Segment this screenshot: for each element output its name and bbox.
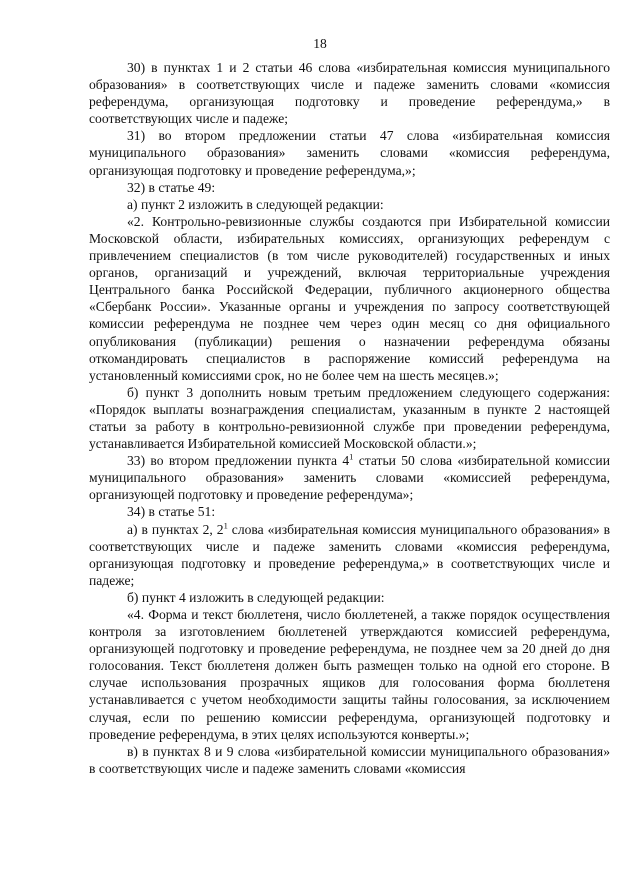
paragraph-item-31: 31) во втором предложении статьи 47 слова «избирательная комиссия муниципального образования» заменить словами «комиссия референдума, организующая подготовку и проведение референдума,»;	[89, 128, 610, 178]
paragraph-subitem-34v: в) в пунктах 8 и 9 слова «избирательной комиссии муниципального образования» в соответствующих числе и падеже заменить словами «комиссия	[89, 743, 610, 776]
page-number: 18	[313, 36, 327, 51]
paragraph-item-30: 30) в пунктах 1 и 2 статьи 46 слова «избирательная комиссия муниципального образования» в соответствующих числе и падеже заменить словами «комиссия референдума, организующая подготовку и проведение референдума,» в соответствующих числе и падеже;	[89, 60, 610, 127]
paragraph-subitem-34b: б) пункт 4 изложить в следующей редакции:	[127, 589, 385, 605]
paragraph-item-34: 34) в статье 51:	[127, 504, 216, 520]
paragraph-subitem-32a: а) пункт 2 изложить в следующей редакции:	[127, 196, 384, 212]
paragraph-text-part: слова «избирательная комиссия муниципального образования» в соответствующих числе и падеже заменить словами «комиссия референдума, организующая подготовку и проведение референдума,» в соответствующих числе и падеже;	[89, 521, 610, 588]
quoted-clause-4: «4. Форма и текст бюллетеня, число бюллетеней, а также порядок осуществления контроля за изготовлением бюллетеней утверждаются комиссией референдума, организующей подготовку и проведение референдума, не позднее чем за 20 дней до дня голосования. Текст бюллетеня должен быть размещен только на одной его стороне. В случае использования прозрачных ящиков для голосования форма бюллетеня устанавливается с учетом необходимости защиты тайны голосования, за исключением случая, если по решению комиссии референдума, организующей подготовку и проведение референдума, в этих целях используются конверты.»;	[89, 607, 610, 742]
paragraph-item-33	[89, 452, 610, 503]
paragraph-subitem-34a	[89, 521, 610, 589]
paragraph-item-32: 32) в статье 49:	[127, 179, 216, 195]
superscript-index: 1	[349, 451, 354, 462]
paragraph-text-part: 33) во втором предложении пункта 4	[127, 453, 350, 469]
document-body	[89, 59, 610, 777]
paragraph-subitem-32b: б) пункт 3 дополнить новым третьим предложением следующего содержания: «Порядок выплаты вознаграждения специалистам, указанным в пункте 2 настоящей статьи за работу в контрольно-ревизионной службе при проведении референдума, устанавливается Избирательной комиссией Московской области.»;	[89, 384, 610, 452]
paragraph-text-part: статьи 50 слова «избирательной комиссии муниципального образования» заменить словами «комиссией референдума, организующей подготовку и проведение референдума»;	[89, 453, 610, 503]
paragraph-text-part: а) в пунктах 2, 2	[127, 521, 224, 537]
quoted-clause-2: «2. Контрольно-ревизионные службы создаются при Избирательной комиссии Московской области, избирательных комиссиях, организующих референдум с привлечением специалистов (в том числе руководителей) государственных и иных органов, организаций и учреждений, включая территориальные учреждения Центрального банка Российской Федерации, публичного акционерного общества «Сбербанк России». Указанные органы и учреждения по запросу соответствующей комиссии референдума не позднее чем через один месяц со дня официального опубликования (публикации) решения о назначении референдума обязаны откомандировать специалистов в распоряжение комиссий референдума на установленный комиссиями срок, но не более чем на шесть месяцев.»;	[89, 213, 610, 383]
superscript-index: 1	[223, 520, 228, 530]
